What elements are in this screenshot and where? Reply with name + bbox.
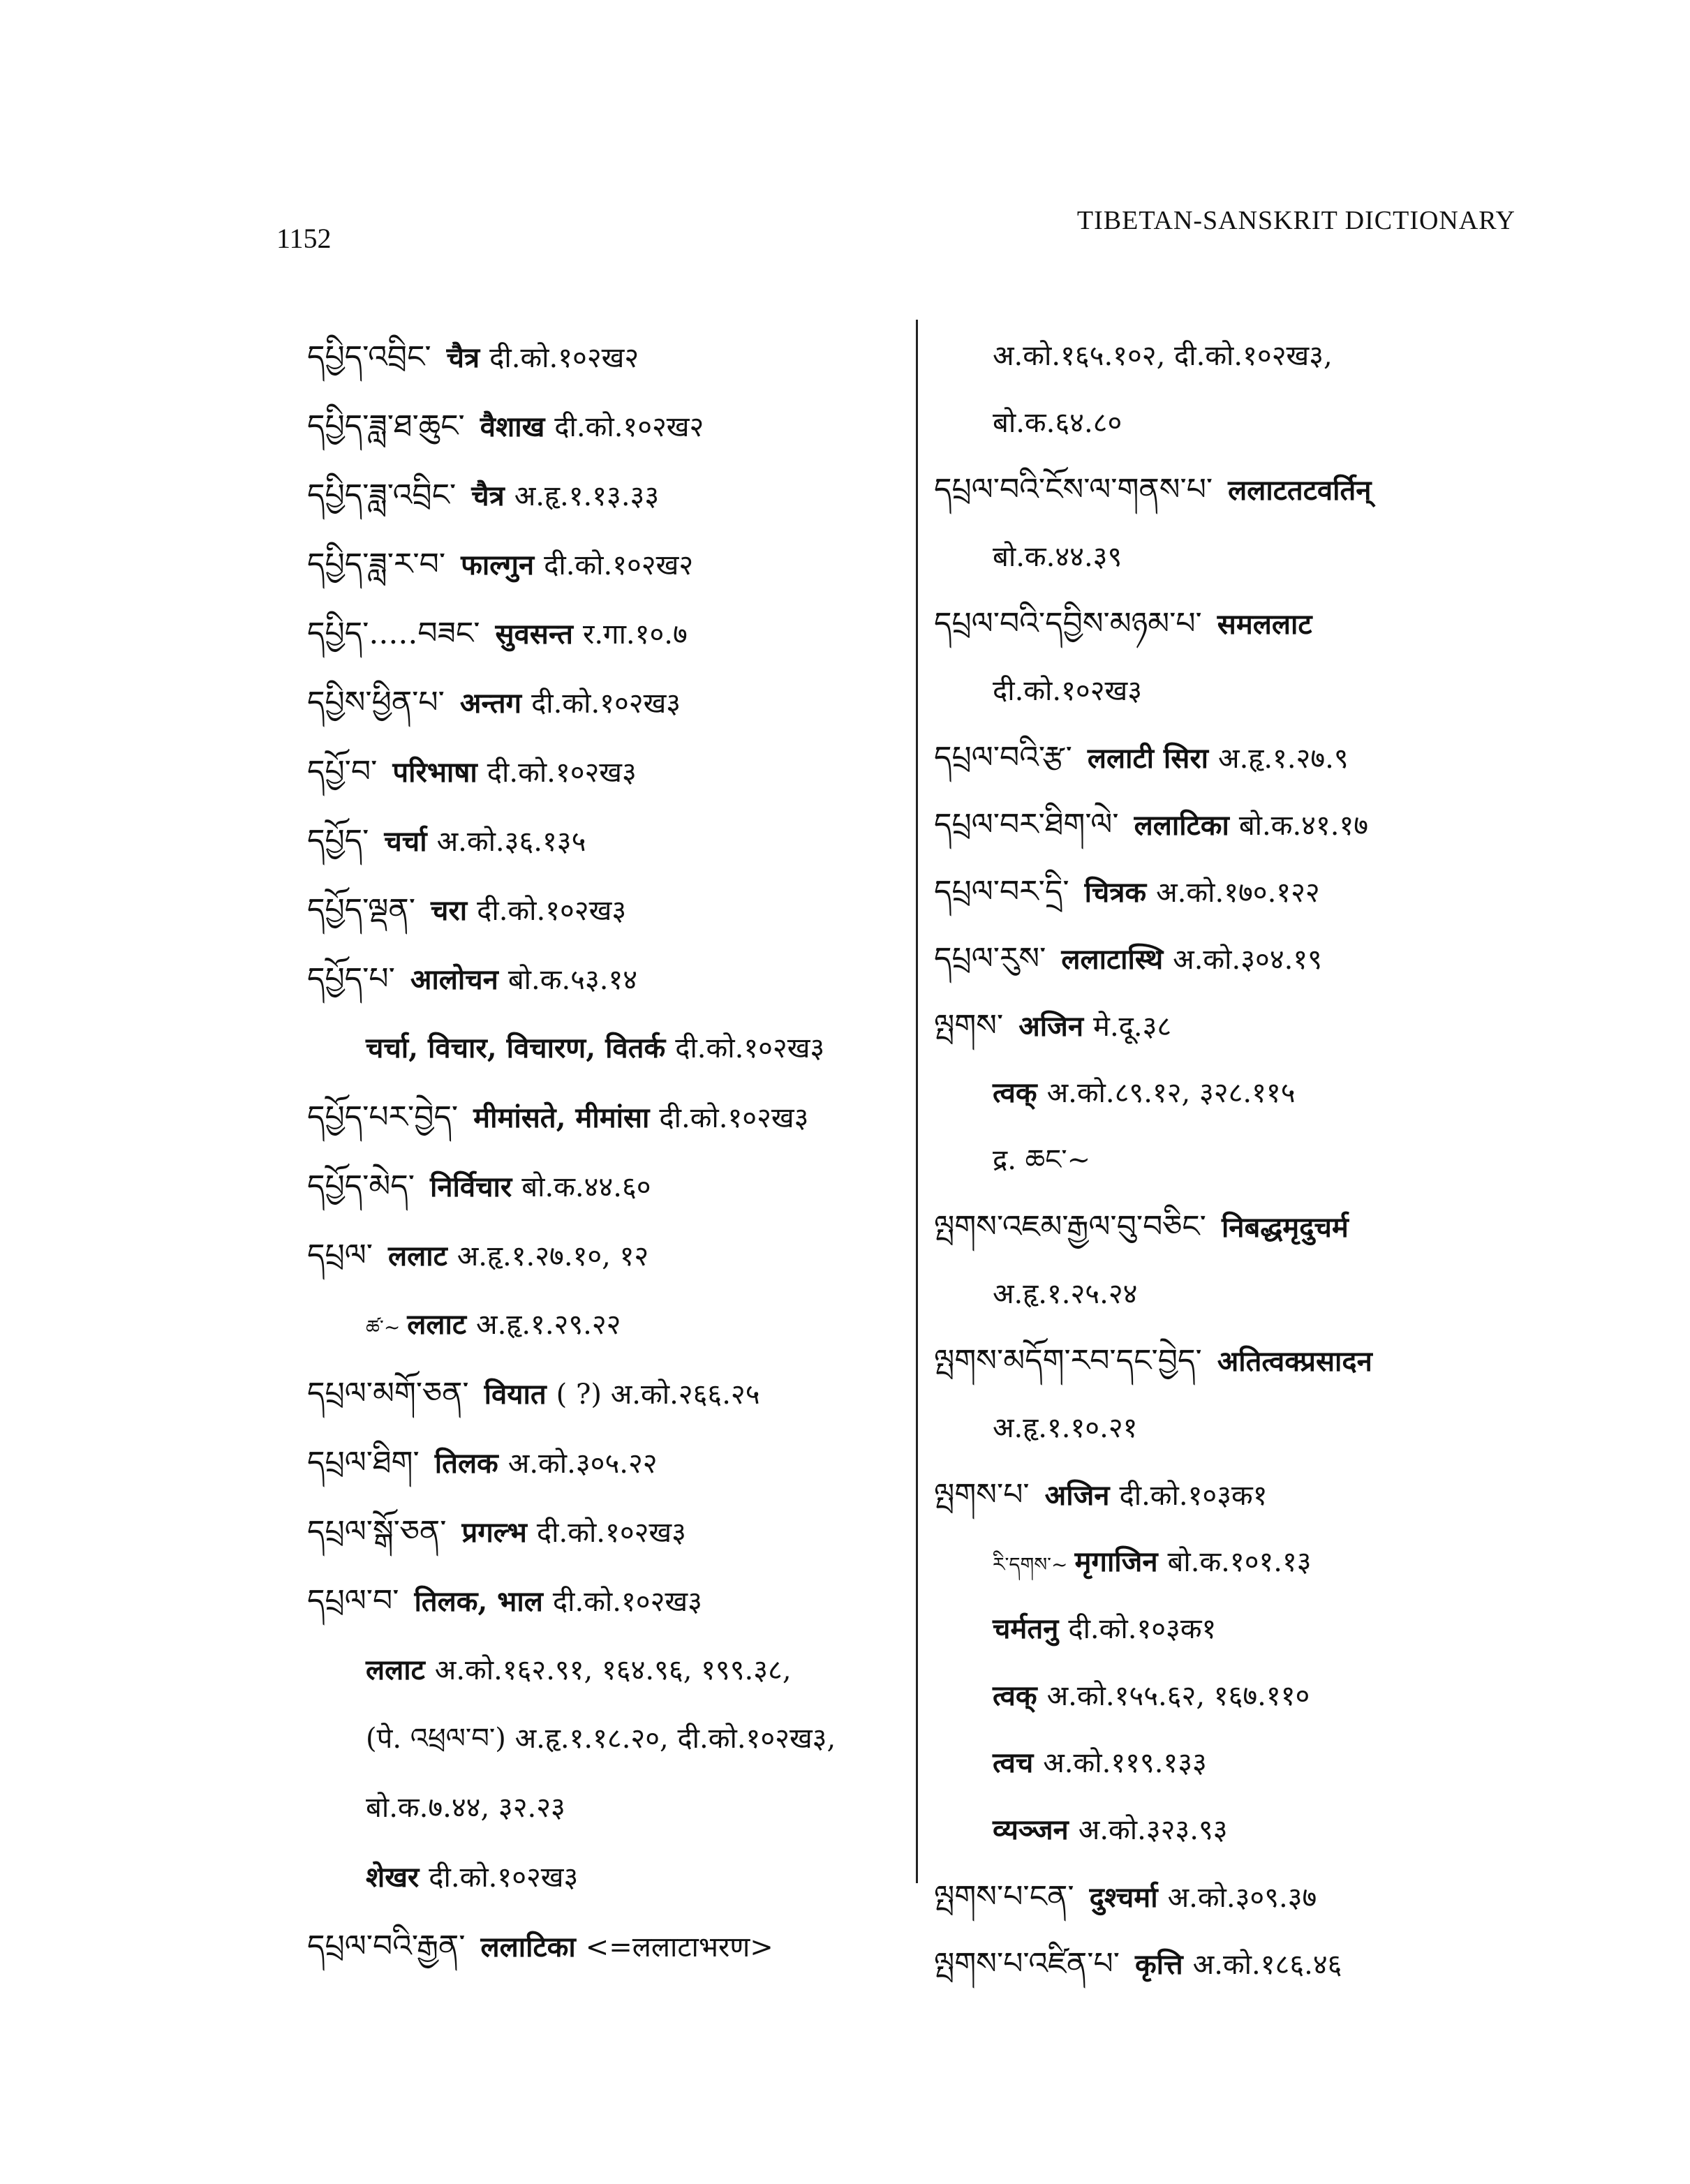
column-divider [916,320,918,1883]
dictionary-entry [307,461,907,530]
source-reference: अ.को.१८६.४६ [1192,1949,1342,1981]
sanskrit-equivalent: परिभाषा [392,756,477,789]
dictionary-entry [307,944,907,1013]
source-reference: अ.हृ.१.२९.२२ [476,1309,621,1341]
tibetan-term: དཔྱོད་པར་བྱེད་ [307,1099,459,1135]
source-reference: अ.हृ.१.१०.२१ [993,1412,1138,1444]
tibetan-term: དཔྲལ་བའི་རྒྱན་ [307,1929,466,1964]
right-column [934,322,1548,1998]
dictionary-entry [307,1912,907,1981]
source-reference: बो.क.४४.३९ [993,541,1122,573]
entry-continuation [934,1060,1548,1127]
source-reference: (पे. འཕྲལ་བ་) अ.हृ.१.१८.२०, दी.को.१०२ख३, [366,1723,836,1755]
sanskrit-equivalent: त्वक् [993,1076,1037,1109]
entry-continuation [934,658,1548,725]
sanskrit-equivalent: ललाटिका [480,1931,576,1963]
sanskrit-equivalent: ललाट [387,1240,447,1272]
entry-continuation [934,1730,1548,1797]
sanskrit-equivalent: त्वक् [993,1679,1037,1712]
running-title: TIBETAN-SANSKRIT DICTIONARY [1076,206,1515,235]
tibetan-term: དཔྲལ་བ་ [307,1583,399,1619]
sanskrit-equivalent: मीमांसते, मीमांसा [473,1101,650,1134]
entry-continuation [934,1797,1548,1864]
source-reference: द्र. ཆང་~ [993,1144,1091,1176]
tibetan-term: དཔྲལ་མགོ་ཅན་ [307,1376,469,1411]
source-reference: मे.दू.३८ [1093,1011,1172,1043]
tibetan-term: དཔྲལ་བའི་དབྱིས་མཉམ་པ་ [934,606,1202,641]
sanskrit-equivalent: फाल्गुन [461,549,535,581]
dictionary-entry [307,1566,907,1635]
source-reference: अ.को.११९.१३३ [1043,1747,1207,1779]
source-reference: बो.क.७.४४, ३२.२३ [366,1792,565,1824]
source-reference: दी.को.१०२ख३ [477,895,627,927]
dictionary-entry [934,456,1548,523]
dictionary-entry [307,599,907,668]
tibetan-term: དཔྱིད་ཟླ་ར་བ་ [307,547,446,582]
sanskrit-equivalent: दुश्चर्मा [1089,1881,1158,1914]
dictionary-entry [307,668,907,737]
entry-continuation [934,322,1548,389]
dictionary-entry [934,792,1548,859]
sanskrit-equivalent: शेखर [366,1861,420,1894]
tibetan-term: ལྤགས་པ་ [934,1477,1030,1513]
sanskrit-equivalent: व्यञ्जन [993,1813,1069,1846]
dictionary-entry [934,725,1548,792]
dictionary-entry [934,926,1548,993]
entry-continuation [934,1127,1548,1194]
tibetan-term: ཚ་~ [366,1316,401,1339]
dictionary-entry [934,1864,1548,1931]
sanskrit-equivalent: समललाट [1217,608,1312,641]
tibetan-term: དཔྲལ་རུས་ [934,941,1046,976]
source-reference: दी.को.१०२ख२ [489,342,639,374]
sanskrit-equivalent: ललाटतटवर्तिन् [1228,474,1372,507]
tibetan-term: དཔྲལ་བར་དྲི་ [934,874,1069,909]
sanskrit-equivalent: चैत्र [471,480,505,512]
tibetan-term: དཔྲལ་ཐིག་ [307,1445,420,1480]
source-reference: बो.क.६४.८० [993,407,1122,439]
entry-continuation [934,1663,1548,1730]
sanskrit-equivalent: अजिन [1044,1479,1110,1512]
dictionary-entry [307,530,907,599]
entry-continuation [307,1843,907,1912]
entry-continuation [934,1529,1548,1596]
source-reference: अ.को.१७०.१२२ [1156,877,1320,909]
source-reference: अ.हृ.१.१३.३३ [514,480,660,512]
dictionary-entry [307,392,907,461]
sanskrit-equivalent: ललाट [407,1308,467,1341]
entry-continuation [307,1013,907,1083]
source-reference: बो.क.४१.१७ [1238,810,1369,842]
source-reference: अ.को.१६५.१०२, दी.को.१०२ख३, [993,340,1333,372]
dictionary-entry [307,1428,907,1497]
tibetan-term: ལྤགས་པ་ངན་ [934,1879,1074,1915]
entry-continuation [934,1395,1548,1462]
dictionary-entry [934,1194,1548,1261]
dictionary-entry [307,1497,907,1566]
sanskrit-equivalent: चरा [430,894,468,927]
sanskrit-equivalent: ललाटिका [1134,809,1229,842]
entry-continuation [307,1290,907,1359]
tibetan-term: དཔྱིད་ཟླ་འབྲིང་ [307,477,457,513]
left-column [307,322,907,1981]
dictionary-entry [307,1083,907,1152]
tibetan-term: ལྤགས་འཇམ་རྒྱལ་བུ་བཅིང་ [934,1209,1206,1245]
source-reference: अ.को.१६२.९१, १६४.९६, १९९.३८, [434,1654,792,1686]
source-reference: दी.को.१०२ख३ [659,1102,809,1134]
sanskrit-equivalent: अजिन [1018,1010,1084,1043]
tibetan-term: དཔྱོད་ [307,823,369,859]
entry-continuation [934,1261,1548,1328]
source-reference: दी.को.१०२ख२ [554,411,704,443]
source-reference: अ.को.३०९.३७ [1167,1882,1317,1914]
sanskrit-equivalent: प्रगल्भ [461,1516,527,1549]
dictionary-entry [307,1221,907,1290]
dictionary-entry [934,859,1548,926]
source-reference: अ.हृ.१.२७.१०, १२ [457,1240,649,1272]
source-reference: ( ?) अ.को.२६६.२५ [556,1379,760,1411]
sanskrit-equivalent: अतित्वक्प्रसादन [1217,1345,1372,1378]
source-reference: बो.क.१०१.१३ [1167,1546,1312,1578]
entry-continuation [307,1635,907,1704]
tibetan-term: ལྤགས་མདོག་རབ་དང་བྱེད་ [934,1343,1202,1379]
sanskrit-equivalent: वैशाख [480,410,545,443]
tibetan-term: དཔྲལ་བའི་རྩ་ [934,740,1072,775]
source-reference: दी.को.१०२ख२ [544,549,694,581]
dictionary-entry [307,1152,907,1221]
tibetan-term: དཔྲལ་བའི་ངོས་ལ་གནས་པ་ [934,472,1213,507]
tibetan-term: རི་དགས་~ [993,1553,1068,1576]
page-number: 1152 [276,223,332,254]
tibetan-term: དཔྱིད་ཟླ་ཐ་ཆུང་ [307,408,465,444]
sanskrit-equivalent: आलोचन [410,963,498,996]
source-reference: र.गा.१०.७ [582,618,688,651]
sanskrit-equivalent: चैत्र [446,341,480,374]
source-reference: अ.को.३२३.९३ [1078,1814,1228,1846]
dictionary-entry [934,993,1548,1060]
tibetan-term: དཔྲལ་ [307,1238,373,1273]
source-reference: दी.को.१०२ख३ [531,688,681,720]
sanskrit-equivalent: ललाट [366,1654,425,1686]
source-reference: दी.को.१०२ख३ [552,1586,702,1618]
tibetan-term: དཔྲལ་སྒོ་ཅན་ [307,1514,447,1550]
entry-continuation [934,389,1548,456]
tibetan-term: དཔྱིད་འབྲིང་ [307,339,431,375]
source-reference: अ.को.३६.१३५ [436,826,586,858]
tibetan-term: དཔྱོ་བ་ [307,754,378,789]
source-reference: दी.को.१०२ख३ [675,1032,825,1064]
sanskrit-equivalent: चित्रक [1084,876,1147,909]
entry-continuation [934,523,1548,590]
source-reference: अ.को.३०४.१९ [1173,944,1322,976]
tibetan-term: དཔྱོད་མེད་ [307,1168,415,1204]
tibetan-term: དཔྱིད་.....བཟང་ [307,616,480,651]
source-reference: अ.हृ.१.२७.९ [1218,743,1349,775]
sanskrit-equivalent: तिलक [434,1447,498,1480]
source-reference: अ.को.३०५.२२ [507,1448,658,1480]
sanskrit-equivalent: तिलक, भाल [414,1585,543,1618]
sanskrit-equivalent: चर्मतनु [993,1612,1059,1645]
entry-continuation [307,1774,907,1843]
sanskrit-equivalent: त्वच [993,1746,1034,1779]
source-reference: दी.को.१०३क१ [1119,1480,1268,1512]
sanskrit-equivalent: निबद्धमृदुचर्म [1221,1211,1349,1244]
source-reference: <=ललाटाभरण> [585,1931,773,1963]
source-reference: अ.को.१५५.६२, १६७.११० [1046,1680,1310,1712]
dictionary-entry [307,806,907,875]
sanskrit-equivalent: ललाटास्थि [1061,943,1164,976]
tibetan-term: ལྤགས་པ་འཛིན་པ་ [934,1946,1120,1982]
dictionary-entry [307,322,907,392]
source-reference: दी.को.१०२ख३ [536,1517,686,1549]
source-reference: दी.को.१०२ख३ [993,675,1143,707]
sanskrit-equivalent: अन्तग [459,687,522,720]
sanskrit-equivalent: वियात [484,1378,547,1411]
tibetan-term: དཔྲལ་བར་ཐིག་ལེ་ [934,807,1119,842]
source-reference: बो.क.४४.६० [521,1171,651,1203]
dictionary-entry [307,737,907,806]
dictionary-entry [307,1359,907,1428]
sanskrit-equivalent: कृत्ति [1134,1948,1183,1981]
source-reference: दी.को.१०२ख३ [429,1862,579,1894]
source-reference: दी.को.१०३क१ [1068,1613,1217,1645]
sanskrit-equivalent: सुवसन्त [495,618,573,651]
sanskrit-equivalent: ललाटी सिरा [1087,742,1209,775]
sanskrit-equivalent: निर्विचार [430,1171,512,1203]
sanskrit-equivalent: चर्चा, विचार, विचारण, वितर्क [366,1032,666,1064]
source-reference: बो.क.५३.१४ [507,964,638,996]
tibetan-term: དཔྱོད་པ་ [307,961,395,997]
sanskrit-equivalent: चर्चा [384,825,427,858]
dictionary-entry [307,875,907,944]
tibetan-term: དཔྱིས་ཕྱིན་པ་ [307,685,445,720]
source-reference: दी.को.१०२ख३ [487,757,637,789]
entry-continuation [934,1596,1548,1663]
tibetan-term: ལྤགས་ [934,1008,1004,1043]
dictionary-entry [934,1931,1548,1998]
dictionary-entry [934,590,1548,658]
source-reference: अ.को.८९.१२, ३२८.११५ [1046,1077,1296,1109]
source-reference: अ.हृ.१.२५.२४ [993,1278,1138,1310]
sanskrit-equivalent: मृगाजिन [1074,1545,1158,1578]
dictionary-entry [934,1462,1548,1529]
tibetan-term: དཔྱོད་ལྡན་ [307,892,415,928]
entry-continuation [307,1704,907,1774]
dictionary-entry [934,1328,1548,1395]
